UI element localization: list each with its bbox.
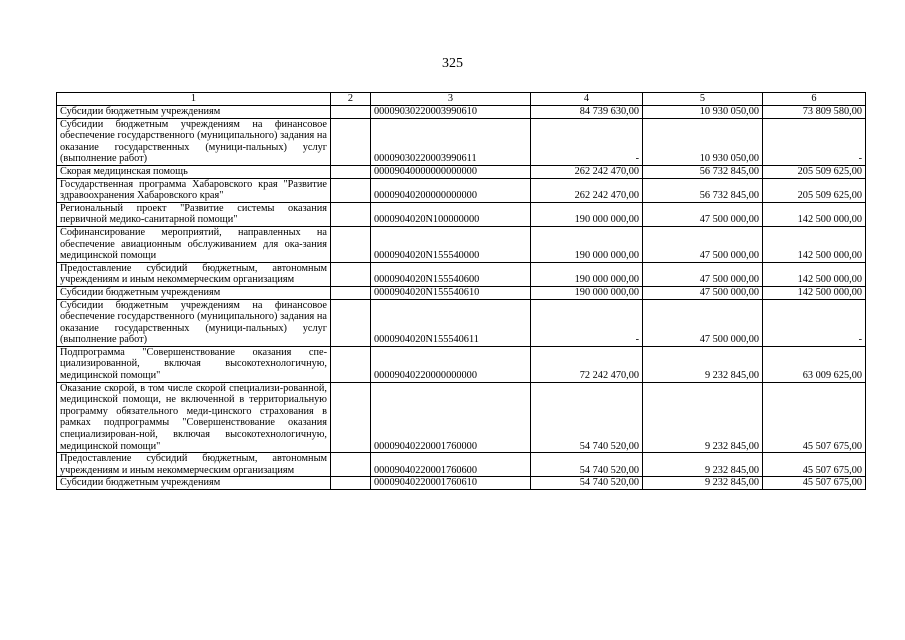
row-value-col5: 9 232 845,00 bbox=[643, 477, 763, 490]
row-value-col5: 47 500 000,00 bbox=[643, 262, 763, 286]
row-value-col5: 47 500 000,00 bbox=[643, 226, 763, 262]
row-code-cell: 00009040220000000000 bbox=[371, 346, 531, 382]
row-name-cell: Субсидии бюджетным учреждениям на финансовое обеспечение государственного (муниципального) задания на оказание государственных (муници-пальных) услуг (выполнение работ) bbox=[57, 299, 331, 346]
table-row bbox=[57, 226, 866, 262]
row-name-cell: Подпрограмма "Совершенствование оказания спе-циализированной, включая высокотехнологичную, медицинской помощи" bbox=[57, 346, 331, 382]
row-value-col4: 54 740 520,00 bbox=[531, 382, 643, 453]
row-code-cell: 00009030220003990611 bbox=[371, 118, 531, 165]
row-empty-cell bbox=[331, 226, 371, 262]
table-header-row bbox=[57, 93, 866, 106]
row-value-col6: 142 500 000,00 bbox=[763, 202, 866, 226]
budget-table bbox=[56, 92, 866, 490]
row-empty-cell bbox=[331, 106, 371, 119]
column-header: 1 bbox=[57, 93, 331, 106]
row-value-col4: - bbox=[531, 118, 643, 165]
row-value-col5: 56 732 845,00 bbox=[643, 165, 763, 178]
table-row bbox=[57, 382, 866, 453]
table-row bbox=[57, 453, 866, 477]
table-row bbox=[57, 346, 866, 382]
row-code-cell: 00009040220001760000 bbox=[371, 382, 531, 453]
table-row bbox=[57, 299, 866, 346]
row-value-col6: 45 507 675,00 bbox=[763, 382, 866, 453]
row-value-col6: 45 507 675,00 bbox=[763, 477, 866, 490]
row-value-col4: 54 740 520,00 bbox=[531, 477, 643, 490]
row-value-col4: 190 000 000,00 bbox=[531, 226, 643, 262]
row-value-col5: 47 500 000,00 bbox=[643, 202, 763, 226]
column-header: 2 bbox=[331, 93, 371, 106]
table-row bbox=[57, 262, 866, 286]
row-empty-cell bbox=[331, 382, 371, 453]
row-value-col4: 72 242 470,00 bbox=[531, 346, 643, 382]
row-empty-cell bbox=[331, 299, 371, 346]
column-header: 5 bbox=[643, 93, 763, 106]
row-empty-cell bbox=[331, 477, 371, 490]
row-code-cell: 0000904020N155540000 bbox=[371, 226, 531, 262]
table-row bbox=[57, 178, 866, 202]
row-value-col6: 45 507 675,00 bbox=[763, 453, 866, 477]
row-code-cell: 00009040220001760610 bbox=[371, 477, 531, 490]
row-code-cell: 0000904020N155540610 bbox=[371, 286, 531, 299]
row-value-col5: 10 930 050,00 bbox=[643, 118, 763, 165]
row-value-col6: 205 509 625,00 bbox=[763, 178, 866, 202]
row-value-col5: 9 232 845,00 bbox=[643, 382, 763, 453]
table-row bbox=[57, 477, 866, 490]
row-value-col5: 10 930 050,00 bbox=[643, 106, 763, 119]
table-row bbox=[57, 202, 866, 226]
row-code-cell: 00009030220003990610 bbox=[371, 106, 531, 119]
column-header: 4 bbox=[531, 93, 643, 106]
table-row bbox=[57, 118, 866, 165]
row-code-cell: 00009040220001760600 bbox=[371, 453, 531, 477]
row-name-cell: Субсидии бюджетным учреждениям bbox=[57, 286, 331, 299]
row-value-col5: 47 500 000,00 bbox=[643, 299, 763, 346]
row-value-col6: 63 009 625,00 bbox=[763, 346, 866, 382]
row-value-col6: - bbox=[763, 299, 866, 346]
row-value-col4: 190 000 000,00 bbox=[531, 286, 643, 299]
row-name-cell: Софинансирование мероприятий, направленных на обеспечение авиационным обслуживанием для ока-зания медицинской помощи bbox=[57, 226, 331, 262]
row-empty-cell bbox=[331, 286, 371, 299]
column-header: 3 bbox=[371, 93, 531, 106]
row-value-col6: 142 500 000,00 bbox=[763, 262, 866, 286]
row-value-col5: 56 732 845,00 bbox=[643, 178, 763, 202]
row-value-col6: 73 809 580,00 bbox=[763, 106, 866, 119]
row-name-cell: Предоставление субсидий бюджетным, автономным учреждениям и иным некоммерческим организациям bbox=[57, 262, 331, 286]
row-value-col4: - bbox=[531, 299, 643, 346]
row-code-cell: 0000904020N155540611 bbox=[371, 299, 531, 346]
row-name-cell: Оказание скорой, в том числе скорой специализи-рованной, медицинской помощи, не включенной в территориальную программу обязательного меди-цинского страхования в рамках подпрограммы "Совершенствование оказания специализирован-ной, включая высокотехнологичную, медицинской помощи" bbox=[57, 382, 331, 453]
row-value-col4: 54 740 520,00 bbox=[531, 453, 643, 477]
row-value-col5: 9 232 845,00 bbox=[643, 453, 763, 477]
row-value-col6: 142 500 000,00 bbox=[763, 286, 866, 299]
row-value-col6: - bbox=[763, 118, 866, 165]
row-name-cell: Скорая медицинская помощь bbox=[57, 165, 331, 178]
row-value-col4: 262 242 470,00 bbox=[531, 178, 643, 202]
row-empty-cell bbox=[331, 165, 371, 178]
column-header: 6 bbox=[763, 93, 866, 106]
row-code-cell: 00009040200000000000 bbox=[371, 178, 531, 202]
row-empty-cell bbox=[331, 453, 371, 477]
row-empty-cell bbox=[331, 262, 371, 286]
table-row bbox=[57, 165, 866, 178]
row-empty-cell bbox=[331, 178, 371, 202]
row-value-col6: 142 500 000,00 bbox=[763, 226, 866, 262]
row-code-cell: 0000904020N100000000 bbox=[371, 202, 531, 226]
row-name-cell: Субсидии бюджетным учреждениям на финансовое обеспечение государственного (муниципального) задания на оказание государственных (муници-пальных) услуг (выполнение работ) bbox=[57, 118, 331, 165]
row-value-col6: 205 509 625,00 bbox=[763, 165, 866, 178]
row-value-col4: 190 000 000,00 bbox=[531, 202, 643, 226]
row-value-col4: 190 000 000,00 bbox=[531, 262, 643, 286]
row-name-cell: Предоставление субсидий бюджетным, автономным учреждениям и иным некоммерческим организациям bbox=[57, 453, 331, 477]
row-value-col5: 47 500 000,00 bbox=[643, 286, 763, 299]
table-row bbox=[57, 286, 866, 299]
row-name-cell: Субсидии бюджетным учреждениям bbox=[57, 106, 331, 119]
row-name-cell: Региональный проект "Развитие системы оказания первичной медико-санитарной помощи" bbox=[57, 202, 331, 226]
table-row bbox=[57, 106, 866, 119]
row-code-cell: 0000904020N155540600 bbox=[371, 262, 531, 286]
row-value-col4: 262 242 470,00 bbox=[531, 165, 643, 178]
row-empty-cell bbox=[331, 346, 371, 382]
row-name-cell: Государственная программа Хабаровского края "Развитие здравоохранения Хабаровского края" bbox=[57, 178, 331, 202]
page-number: 325 bbox=[442, 56, 463, 71]
row-value-col4: 84 739 630,00 bbox=[531, 106, 643, 119]
row-code-cell: 00009040000000000000 bbox=[371, 165, 531, 178]
row-name-cell: Субсидии бюджетным учреждениям bbox=[57, 477, 331, 490]
row-empty-cell bbox=[331, 118, 371, 165]
row-empty-cell bbox=[331, 202, 371, 226]
row-value-col5: 9 232 845,00 bbox=[643, 346, 763, 382]
